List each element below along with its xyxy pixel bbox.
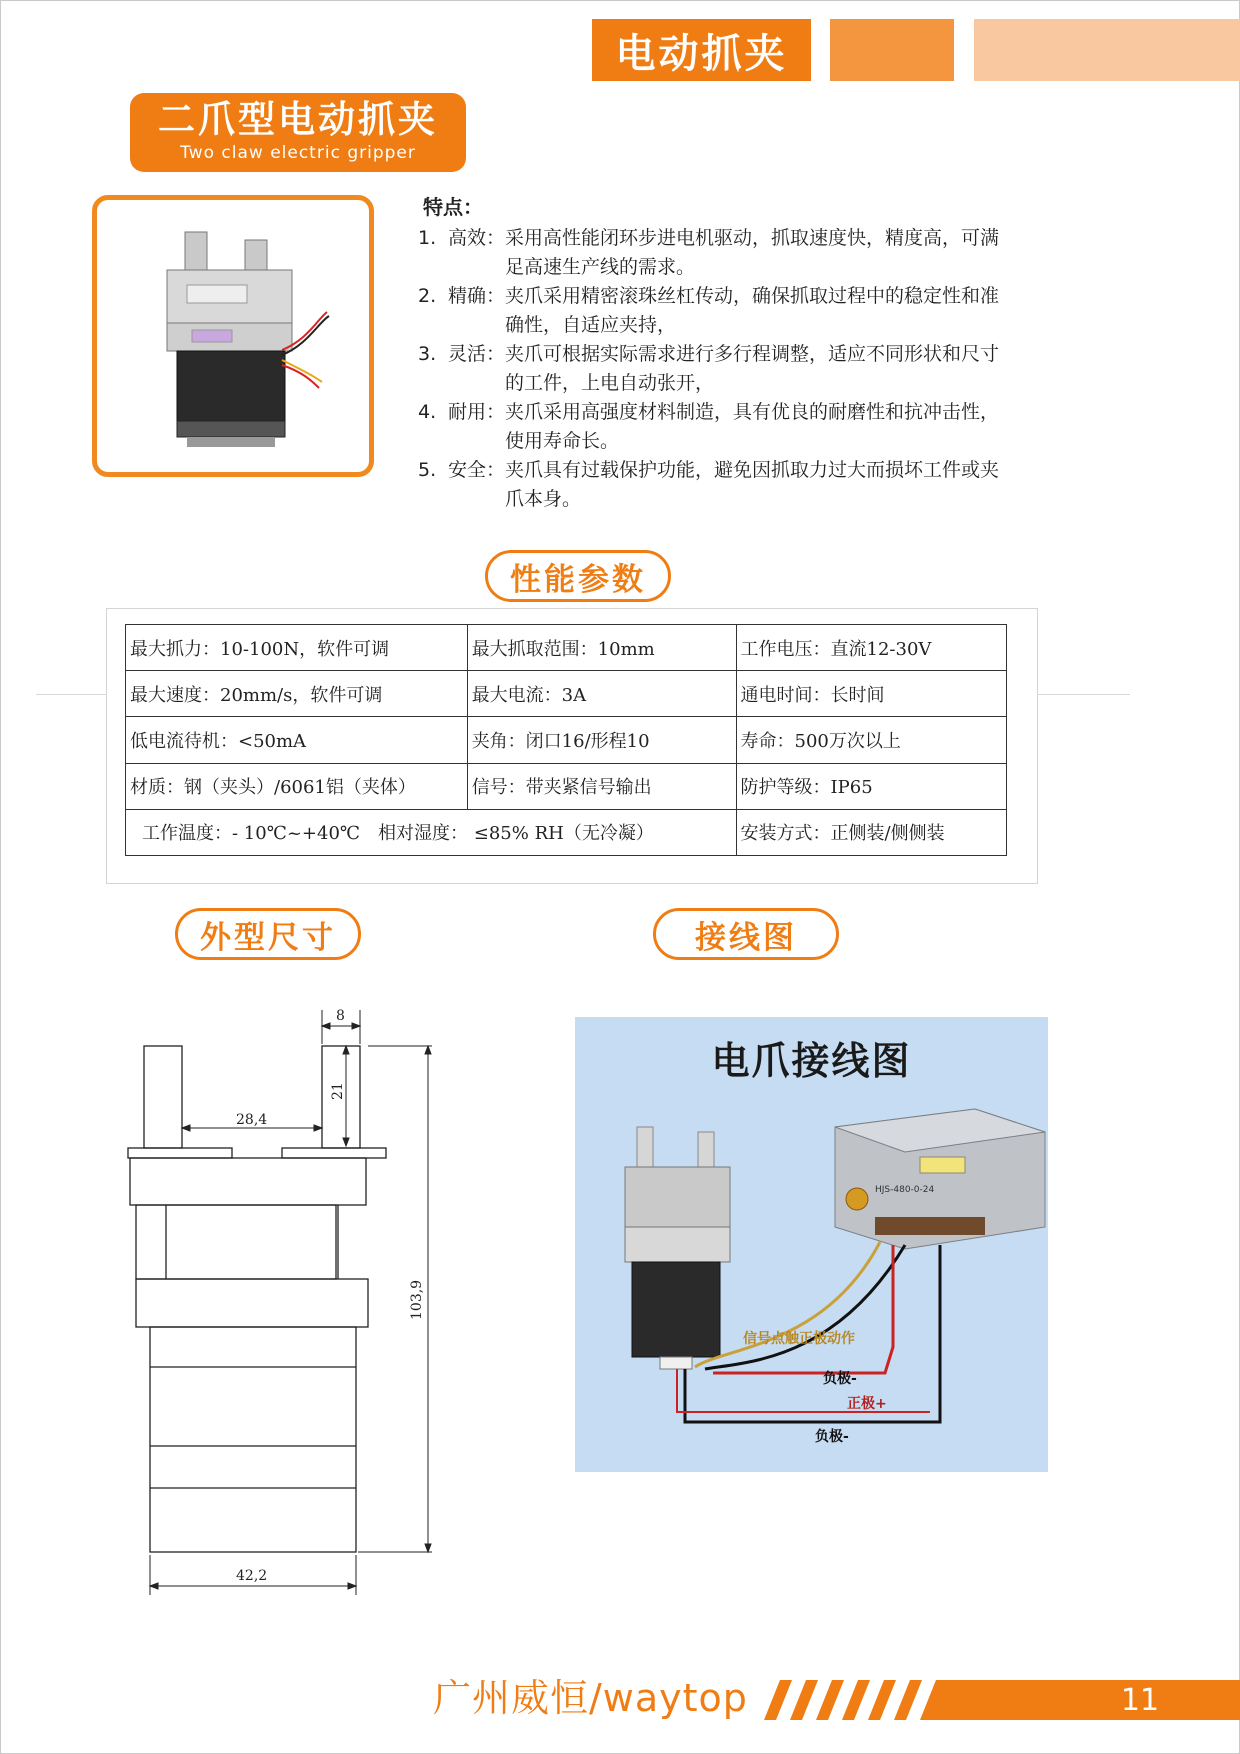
feature-term: 安全：	[448, 459, 506, 481]
wiring-section-title: 接线图	[653, 908, 839, 960]
table-row	[126, 717, 1007, 763]
footer-bar	[940, 1680, 1240, 1720]
spec-cell-merged: 工作温度：- 10℃~+40℃ 相对湿度： ≤85% RH（无冷凝）	[126, 809, 737, 855]
feature-number: 4.	[418, 401, 437, 423]
dim-finger-height: 21	[330, 1082, 346, 1100]
specs-table	[125, 624, 1007, 856]
dim-total-height: 103,9	[409, 1279, 425, 1320]
spec-cell: 材质：钢（夹头）/6061铝（夹体）	[126, 763, 468, 809]
spec-cell: 信号：带夹紧信号输出	[467, 763, 736, 809]
header-title: 电动抓夹	[592, 19, 811, 81]
feature-desc: 采用高性能闭环步进电机驱动，抓取速度快，精度高，可满足高速生产线的需求。	[505, 227, 1000, 278]
feature-term: 灵活：	[448, 343, 506, 365]
power-supply-illustration	[835, 1109, 1045, 1249]
wiring-label-negative-2: 负极-	[815, 1429, 849, 1445]
gripper-photo-illustration	[97, 200, 369, 472]
feature-item	[418, 398, 1008, 456]
feature-desc: 夹爪可根据实际需求进行多行程调整，适应不同形状和尺寸的工件，上电自动张开，	[505, 343, 1000, 394]
footer-company: 广州威恒/waytop	[433, 1676, 748, 1720]
wiring-label-signal: 信号点触正极动作	[743, 1331, 855, 1347]
feature-number: 2.	[418, 285, 437, 307]
feature-number: 3.	[418, 343, 437, 365]
spec-cell: 最大速度：20mm/s，软件可调	[126, 671, 468, 717]
features-heading: 特点：	[423, 195, 483, 219]
product-title-cn: 二爪型电动抓夹	[158, 98, 438, 141]
spec-cell: 防护等级：IP65	[736, 763, 1006, 809]
product-photo	[92, 195, 374, 477]
wiring-label-positive: 正极+	[847, 1396, 887, 1412]
product-title-en: Two claw electric gripper	[180, 143, 416, 163]
feature-term: 高效：	[448, 227, 506, 249]
features-list	[418, 224, 1008, 514]
header-accent-bar-light	[974, 19, 1240, 81]
feature-desc: 夹爪具有过载保护功能，避免因抓取力过大而损坏工件或夹爪本身。	[505, 459, 1000, 510]
dimension-drawing	[110, 1000, 450, 1600]
spec-cell: 最大电流：3A	[467, 671, 736, 717]
table-row	[126, 763, 1007, 809]
dimensions-section-title: 外型尺寸	[175, 908, 361, 960]
divider-line-left	[36, 694, 106, 695]
feature-item	[418, 224, 1008, 282]
feature-item	[418, 282, 1008, 340]
feature-term: 耐用：	[448, 401, 506, 423]
divider-line-right	[1036, 694, 1130, 695]
psu-model-label: HJS-480-0-24	[875, 1185, 935, 1195]
product-title-badge	[130, 93, 466, 172]
feature-desc: 夹爪采用精密滚珠丝杠传动，确保抓取过程中的稳定性和准确性，自适应夹持，	[505, 285, 1000, 336]
spec-cell: 工作电压：直流12-30V	[736, 625, 1006, 671]
feature-desc: 夹爪采用高强度材料制造，具有优良的耐磨性和抗冲击性，使用寿命长。	[505, 401, 1000, 452]
page-number: 11	[1120, 1683, 1160, 1718]
dim-opening: 28,4	[236, 1112, 268, 1128]
features-section	[418, 192, 1008, 514]
table-row	[126, 625, 1007, 671]
header-accent-bar	[830, 19, 954, 81]
table-row	[126, 809, 1007, 855]
footer-stripes	[750, 1680, 950, 1720]
spec-cell: 寿命：500万次以上	[736, 717, 1006, 763]
specs-section-title: 性能参数	[485, 550, 671, 602]
dim-body-width: 42,2	[236, 1568, 268, 1584]
spec-cell: 通电时间：长时间	[736, 671, 1006, 717]
wiring-diagram	[575, 1017, 1048, 1472]
spec-cell: 安装方式：正侧装/侧侧装	[736, 809, 1006, 855]
dim-finger-width: 8	[336, 1008, 345, 1024]
feature-item	[418, 456, 1008, 514]
spec-cell: 低电流待机：<50mA	[126, 717, 468, 763]
wiring-label-negative: 负极-	[823, 1371, 857, 1387]
wiring-title: 电爪接线图	[711, 1039, 912, 1083]
feature-item	[418, 340, 1008, 398]
table-row	[126, 671, 1007, 717]
spec-cell: 最大抓取范围：10mm	[467, 625, 736, 671]
spec-cell: 夹角：闭口16/形程10	[467, 717, 736, 763]
feature-number: 1.	[418, 227, 437, 249]
spec-cell: 最大抓力：10-100N，软件可调	[126, 625, 468, 671]
feature-number: 5.	[418, 459, 437, 481]
feature-term: 精确：	[448, 285, 506, 307]
